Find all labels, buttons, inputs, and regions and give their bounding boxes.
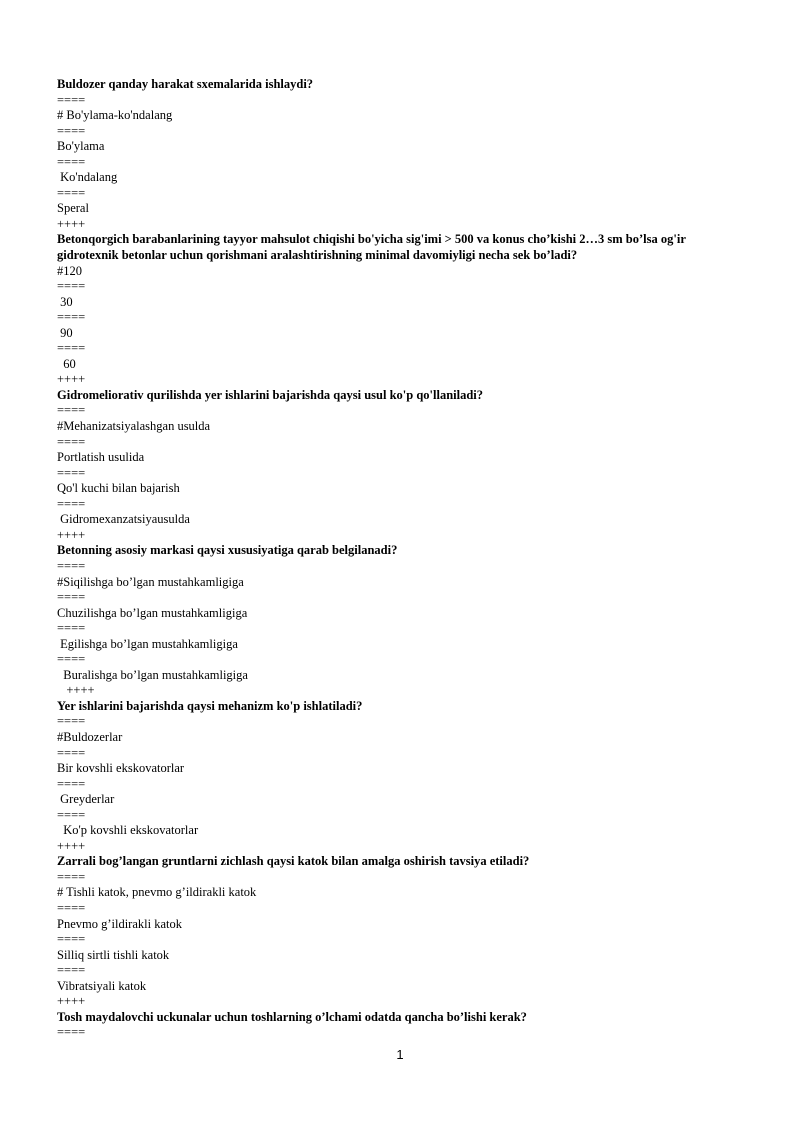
separator: ++++ <box>57 527 86 542</box>
separator: ++++ <box>57 683 95 698</box>
answer-option: 60 <box>57 356 76 371</box>
separator: ==== <box>57 465 86 480</box>
separator: ++++ <box>57 838 86 853</box>
separator: ==== <box>57 434 86 449</box>
answer-option: Bo'ylama <box>57 139 105 154</box>
answer-option: #120 <box>57 263 82 278</box>
separator: ==== <box>57 496 86 511</box>
question-text: Tosh maydalovchi uckunalar uchun toshlarning o’lchami odatda qancha bo’lishi kerak? <box>57 1009 527 1024</box>
answer-option: # Tishli katok, pnevmo g’ildirakli katok <box>57 885 257 900</box>
separator: ++++ <box>57 372 86 387</box>
question-text: Yer ishlarini bajarishda qaysi mehanizm ko'p ishlatiladi? <box>57 698 363 713</box>
answer-option: Chuzilishga bo’lgan mustahkamligiga <box>57 605 248 620</box>
separator: ==== <box>57 807 86 822</box>
answer-option: Vibratsiyali katok <box>57 978 147 993</box>
answer-option: Portlatish usulida <box>57 450 145 465</box>
separator: ++++ <box>57 216 86 231</box>
separator: ==== <box>57 714 86 729</box>
separator: ==== <box>57 341 86 356</box>
separator: ==== <box>57 558 86 573</box>
separator: ++++ <box>57 994 86 1009</box>
separator: ==== <box>57 92 86 107</box>
question-text: Zarrali bog’langan gruntlarni zichlash qaysi katok bilan amalga oshirish tavsiya etiladi? <box>57 854 530 869</box>
separator: ==== <box>57 590 86 605</box>
separator: ==== <box>57 279 86 294</box>
answer-option: Silliq sirtli tishli katok <box>57 947 170 962</box>
answer-option: Buralishga bo’lgan mustahkamligiga <box>57 667 248 682</box>
question-text: Buldozer qanday harakat sxemalarida ishlaydi? <box>57 77 314 91</box>
answer-option: 90 <box>57 325 73 340</box>
answer-option: Qo'l kuchi bilan bajarish <box>57 481 180 496</box>
separator: ==== <box>57 652 86 667</box>
separator: ==== <box>57 932 86 947</box>
separator: ==== <box>57 621 86 636</box>
separator: ==== <box>57 1025 86 1040</box>
answer-option: Ko'p kovshli ekskovatorlar <box>57 823 199 838</box>
answer-option: #Siqilishga bo’lgan mustahkamligiga <box>57 574 244 589</box>
answer-option: #Mehanizatsiyalashgan usulda <box>57 419 211 434</box>
separator: ==== <box>57 745 86 760</box>
separator: ==== <box>57 900 86 915</box>
question-text: Betonning asosiy markasi qaysi xususiyatiga qarab belgilanadi? <box>57 543 398 558</box>
answer-option: Pnevmo g’ildirakli katok <box>57 916 182 931</box>
page-number: 1 <box>396 1047 404 1062</box>
answer-option: Greyderlar <box>57 792 115 807</box>
separator: ==== <box>57 123 86 138</box>
answer-option: 30 <box>57 294 73 309</box>
answer-option: Ko'ndalang <box>57 170 118 185</box>
question-text: Betonqorgich barabanlarining tayyor mahsulot chiqishi bo'yicha sig'imi > 500 va konus cho’kishi 2…3 sm bo’lsa og'ir gidrotexnik betonlar uchun qorishmani aralashtirishning minimal davomiyligi necha sek bo’ladi? <box>57 232 686 263</box>
question-text: Gidromeliorativ qurilishda yer ishlarini bajarishda qaysi usul ko'p qo'llaniladi? <box>57 387 484 402</box>
document-body <box>57 77 747 1041</box>
answer-option: Speral <box>57 201 89 216</box>
separator: ==== <box>57 185 86 200</box>
answer-option: # Bo'ylama-ko'ndalang <box>57 108 173 123</box>
answer-option: #Buldozerlar <box>57 729 123 744</box>
separator: ==== <box>57 963 86 978</box>
separator: ==== <box>57 154 86 169</box>
separator: ==== <box>57 776 86 791</box>
separator: ==== <box>57 310 86 325</box>
answer-option: Egilishga bo’lgan mustahkamligiga <box>57 636 238 651</box>
separator: ==== <box>57 869 86 884</box>
separator: ==== <box>57 403 86 418</box>
answer-option: Bir kovshli ekskovatorlar <box>57 761 185 776</box>
answer-option: Gidromexanzatsiyausulda <box>57 512 190 527</box>
